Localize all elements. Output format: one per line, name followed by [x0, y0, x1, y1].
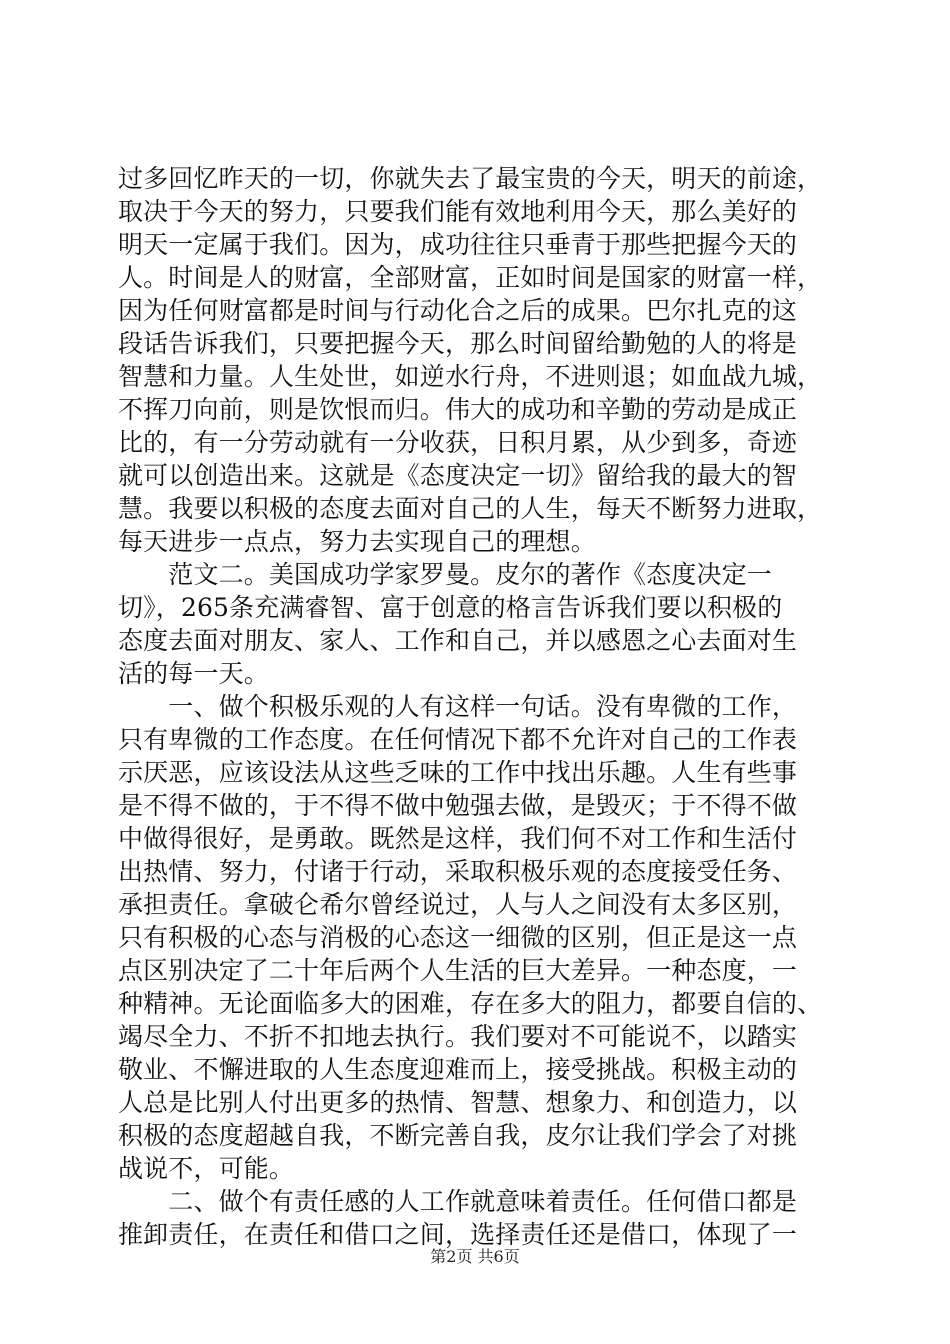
text-line: 种精神。无论面临多大的困难，存在多大的阻力，都要自信的、	[118, 989, 823, 1018]
paragraph-start-line: 二、做个有责任感的人工作就意味着责任。任何借口都是	[118, 1187, 798, 1216]
text-line: 智慧和力量。人生处世，如逆水行舟，不进则退；如血战九城，	[118, 362, 823, 391]
text-line: 就可以创造出来。这就是《态度决定一切》留给我的最大的智	[118, 461, 798, 490]
text-line: 态度去面对朋友、家人、工作和自己，并以感恩之心去面对生	[118, 626, 798, 655]
text-line: 明天一定属于我们。因为，成功往往只垂青于那些把握今天的	[118, 230, 798, 259]
text-line: 只有卑微的工作态度。在任何情况下都不允许对自己的工作表	[118, 725, 798, 754]
text-line: 战说不，可能。	[118, 1154, 295, 1183]
text-line: 出热情、努力，付诸于行动，采取积极乐观的态度接受任务、	[118, 857, 798, 886]
text-line: 切》，265条充满睿智、富于创意的格言告诉我们要以积极的	[118, 593, 783, 622]
paragraph-start-line: 一、做个积极乐观的人有这样一句话。没有卑微的工作，	[118, 692, 798, 721]
text-line: 积极的态度超越自我，不断完善自我，皮尔让我们学会了对挑	[118, 1121, 798, 1150]
text-line: 敬业、不懈进取的人生态度迎难而上，接受挑战。积极主动的	[118, 1055, 798, 1084]
text-line: 段话告诉我们，只要把握今天，那么时间留给勤勉的人的将是	[118, 329, 798, 358]
text-line: 人总是比别人付出更多的热情、智慧、想象力、和创造力，以	[118, 1088, 798, 1117]
text-line: 过多回忆昨天的一切，你就失去了最宝贵的今天，明天的前途，	[118, 164, 823, 193]
text-line: 竭尽全力、不折不扣地去执行。我们要对不可能说不，以踏实	[118, 1022, 798, 1051]
text-line: 不挥刀向前，则是饮恨而归。伟大的成功和辛勤的劳动是成正	[118, 395, 798, 424]
text-line: 承担责任。拿破仑希尔曾经说过，人与人之间没有太多区别，	[118, 890, 798, 919]
text-line: 中做得很好，是勇敢。既然是这样，我们何不对工作和生活付	[118, 824, 798, 853]
text-line: 推卸责任，在责任和借口之间，选择责任还是借口，体现了一	[118, 1220, 798, 1249]
text-line: 是不得不做的，于不得不做中勉强去做，是毁灭；于不得不做	[118, 791, 798, 820]
text-line: 人。时间是人的财富，全部财富，正如时间是国家的财富一样，	[118, 263, 823, 292]
text-line: 取决于今天的努力，只要我们能有效地利用今天，那么美好的	[118, 197, 798, 226]
page-number-footer: 第2页 共6页	[430, 1247, 520, 1266]
text-line: 比的，有一分劳动就有一分收获，日积月累，从少到多，奇迹	[118, 428, 798, 457]
text-line: 示厌恶，应该设法从这些乏味的工作中找出乐趣。人生有些事	[118, 758, 798, 787]
text-line: 慧。我要以积极的态度去面对自己的人生，每天不断努力进取，	[118, 494, 823, 523]
text-line: 每天进步一点点，努力去实现自己的理想。	[118, 527, 596, 556]
text-line: 因为任何财富都是时间与行动化合之后的成果。巴尔扎克的这	[118, 296, 798, 325]
document-body	[118, 162, 838, 1251]
text-line: 活的每一天。	[118, 659, 269, 688]
text-line: 只有积极的心态与消极的心态这一细微的区别，但正是这一点	[118, 923, 798, 952]
paragraph-start-line: 范文二。美国成功学家罗曼。皮尔的著作《态度决定一	[118, 560, 772, 589]
text-line: 点区别决定了二十年后两个人生活的巨大差异。一种态度，一	[118, 956, 798, 985]
